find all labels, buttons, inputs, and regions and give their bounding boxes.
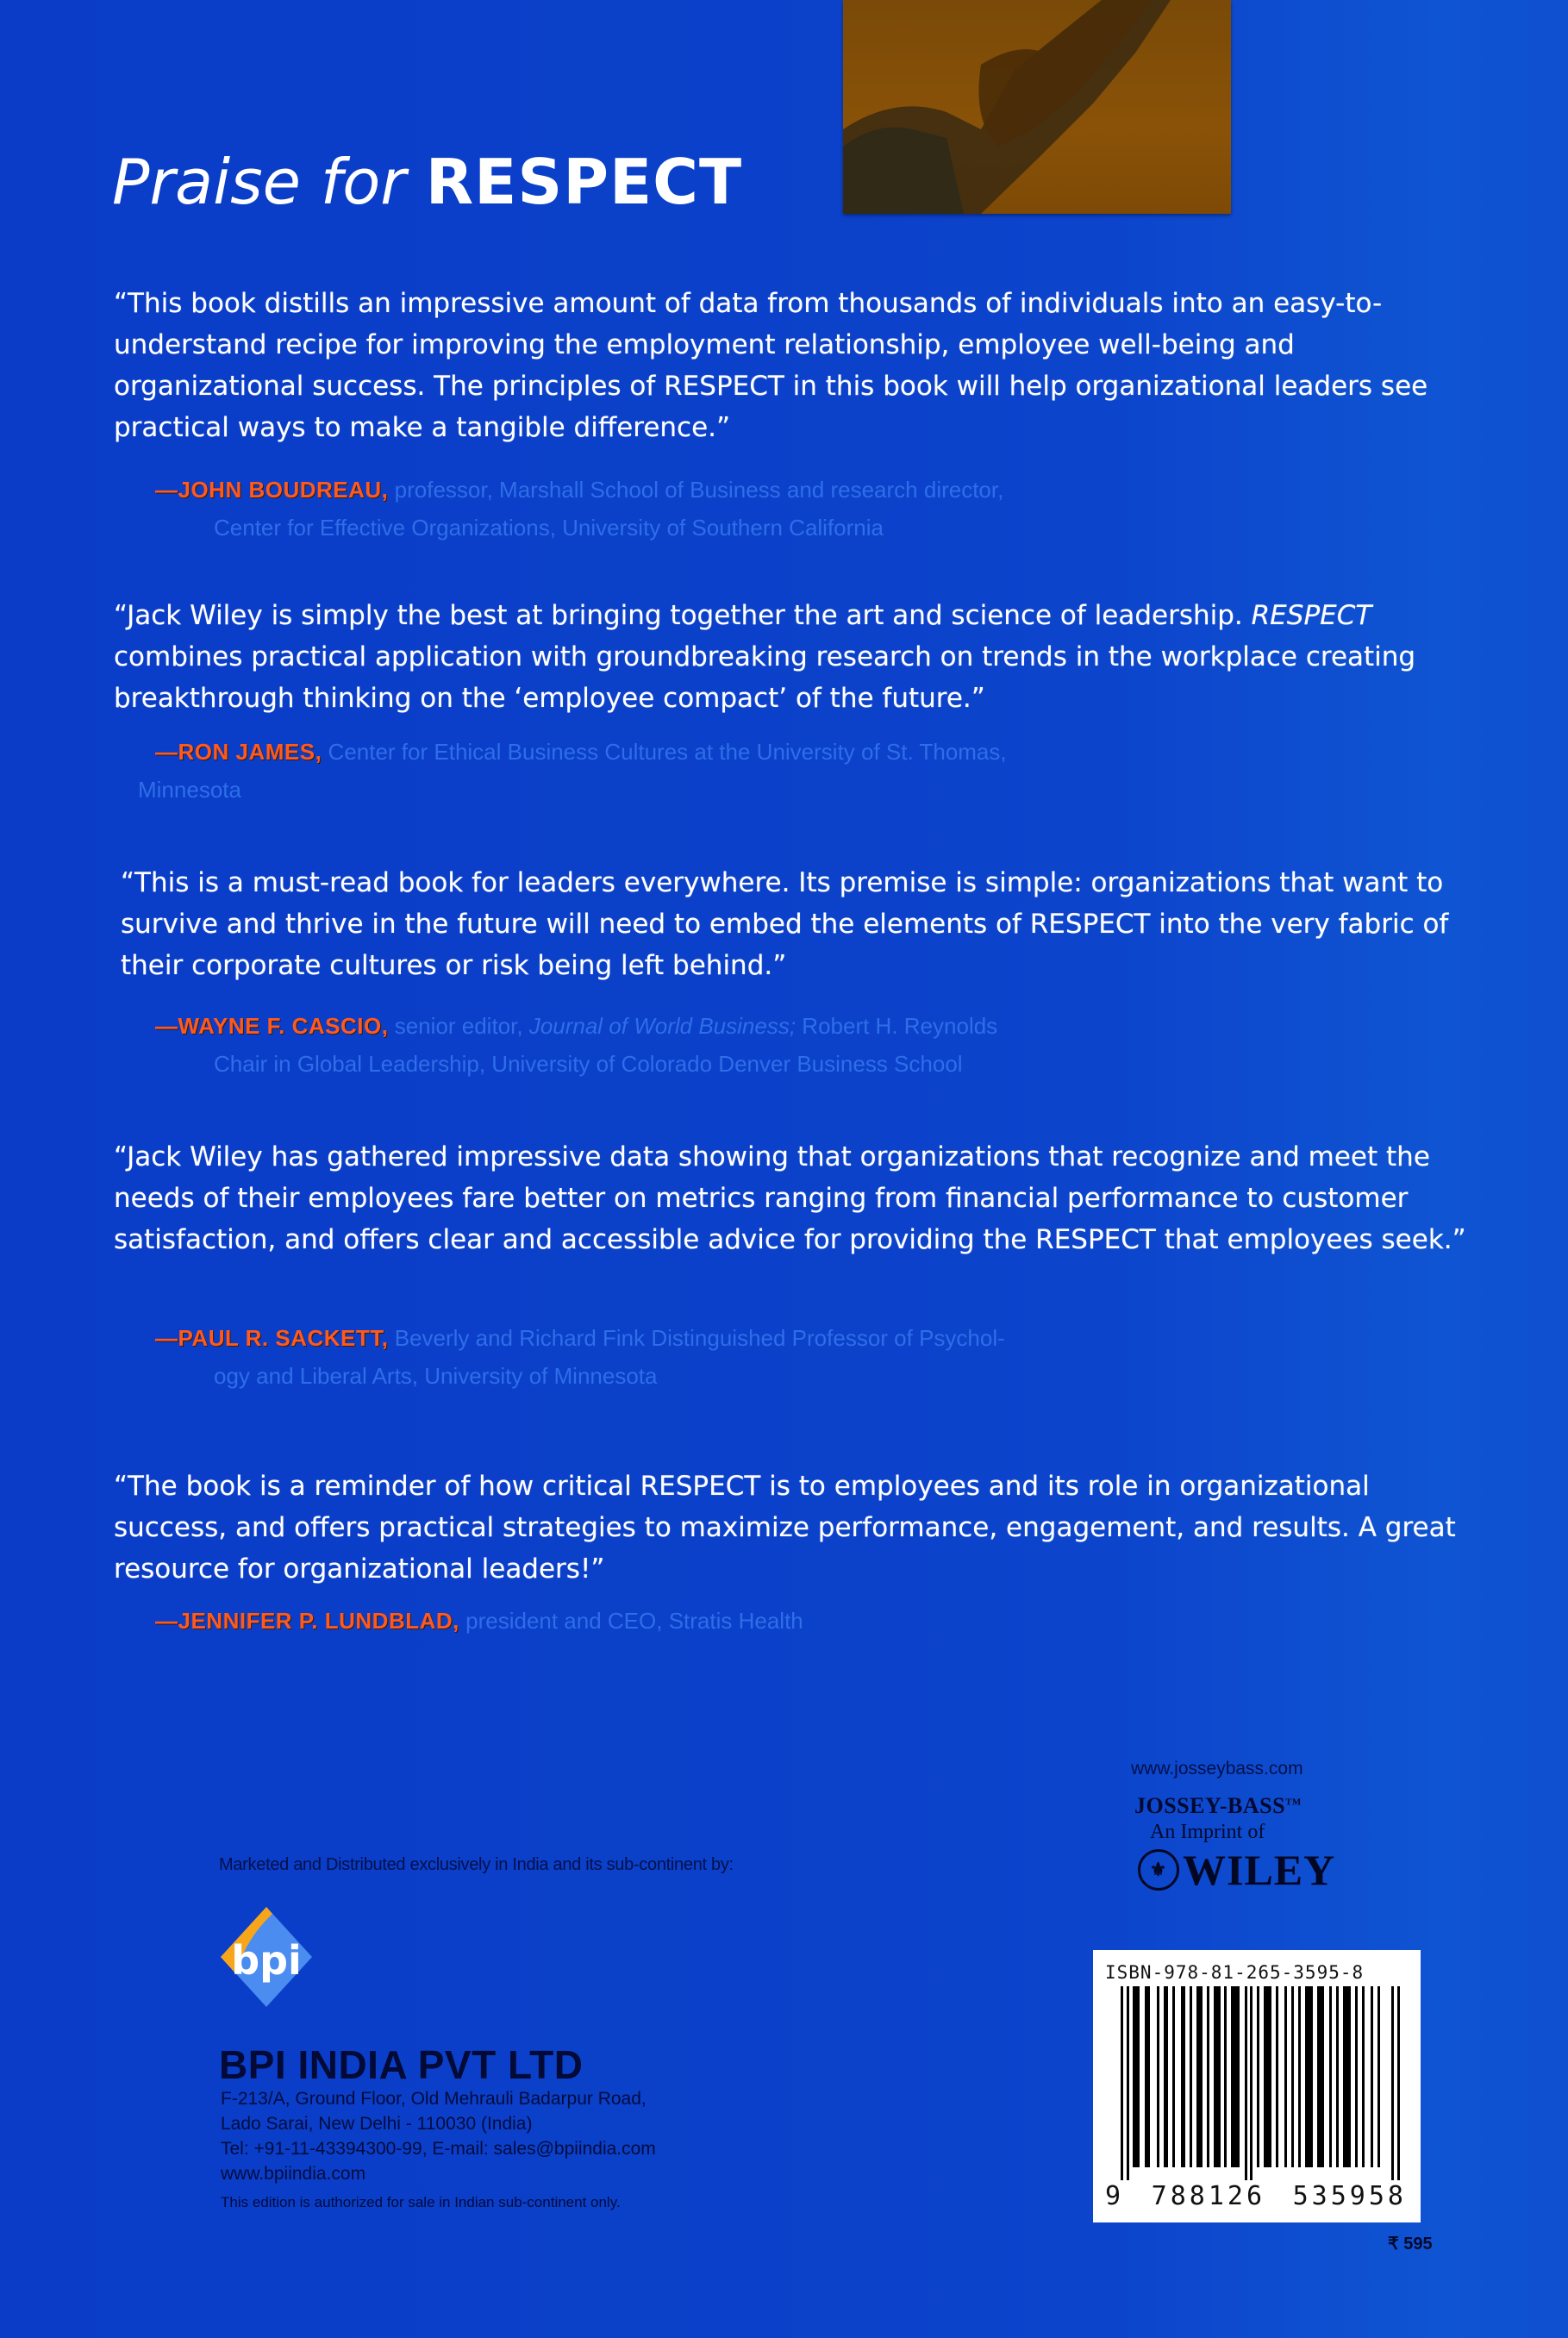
page-title [112,145,742,219]
praise-quote [114,595,1467,719]
bpi-diamond-icon [219,1905,314,2009]
quote-text: “Jack Wiley has gathered impressive data showing that organizations that recognize and meet the needs of their employees fare better on metrics ranging from financial performance to customer satisfaction, and offers clear and accessible advice for providing the RESPECT that employees seek.” [114,1141,1466,1255]
imprint-line: An Imprint of [1150,1821,1265,1843]
svg-text:bpi: bpi [231,1937,302,1984]
isbn-barcode [1093,1950,1421,2222]
distributor-address [221,2086,656,2215]
endorser-role: president and CEO, Stratis Health [465,1608,803,1634]
quote-text: “This is a must-read book for leaders everywhere. Its premise is simple: organizations that want to survive and thrive in the future will need to embed the elements of RESPECT into the very fabric of their corporate cultures or risk being left behind.” [121,867,1449,981]
wiley-seal-icon: ⚜ [1138,1849,1179,1891]
quote-text-part: combines practical application with groundbreaking research on trends in the workplace creating breakthrough thinking on the ‘employee compact’ of the future.” [114,641,1416,714]
publisher-name [1134,1793,1302,1819]
barcode-digit-group: 788126 [1151,2181,1266,2211]
address-line: F-213/A, Ground Floor, Old Mehrauli Badarpur Road, [221,2089,647,2109]
endorser-name: —WAYNE F. CASCIO, [155,1013,389,1039]
quote-text: “The book is a reminder of how critical RESPECT is to employees and its role in organizational success, and offers practical strategies to maximize performance, engagement, and results. A great resource for organizational leaders!” [114,1471,1456,1585]
quote-text [114,595,1467,719]
wiley-logo [1138,1845,1335,1895]
quote-attribution [155,1602,1465,1640]
endorser-name: —PAUL R. SACKETT, [155,1325,389,1351]
quote-text-part: “Jack Wiley is simply the best at bringing together the art and science of leadership. [114,600,1243,631]
praise-quote [114,1136,1467,1260]
quote-italic-title: RESPECT [1251,600,1372,631]
quote-attribution [155,471,1465,547]
role-part: Robert H. Reynolds [802,1013,998,1039]
quote-text: “This book distills an impressive amount of data from thousands of individuals into an easy-to-understand recipe for improving the employment relationship, employee well-being and organizational success. The principles of RESPECT in this book will help organizational leaders see practical ways to make a tangible difference.” [114,288,1428,443]
handshake-photo [843,0,1231,214]
endorser-role: Beverly and Richard Fink Distinguished Professor of Psychol- [394,1325,1005,1351]
praise-quote [114,1466,1467,1590]
endorser-role-cont: Center for Effective Organizations, University of Southern California [214,515,884,541]
quote-attribution [138,733,1465,809]
endorser-role: Center for Ethical Business Cultures at the University of St. Thomas, [328,739,1007,765]
publisher-name-text: JOSSEY-BASS [1134,1793,1286,1818]
distributor-website: www.bpiindia.com [221,2164,366,2184]
price-label: ₹ 595 [1388,2235,1433,2254]
endorser-name: —RON JAMES, [155,739,322,765]
endorser-role: professor, Marshall School of Business and research director, [394,477,1004,503]
barcode-digit-lead: 9 [1105,2181,1125,2211]
endorser-role [395,1013,997,1039]
role-part: senior editor, [394,1013,523,1039]
bpi-logo [219,1905,314,2009]
publisher-website: www.josseybass.com [1131,1759,1303,1779]
praise-quote [121,862,1474,986]
contact-line: Tel: +91-11-43394300-99, E-mail: sales@bpiindia.com [221,2139,656,2159]
endorser-role-cont: ogy and Liberal Arts, University of Minnesota [214,1363,658,1389]
endorser-name: —JENNIFER P. LUNDBLAD, [155,1608,459,1634]
barcode-digits [1105,2181,1407,2211]
quote-attribution [155,1007,1465,1083]
handshake-image-icon [843,0,1231,214]
distribution-notice: Marketed and Distributed exclusively in India and its sub-continent by: [219,1855,734,1874]
trademark-mark: TM [1285,1797,1302,1808]
title-bold: RESPECT [425,146,743,218]
authorization-notice: This edition is authorized for sale in Indian sub-continent only. [221,2194,621,2210]
endorser-name: —JOHN BOUDREAU, [155,477,389,503]
quote-attribution [155,1319,1465,1395]
wiley-wordmark: WILEY [1183,1846,1336,1894]
barcode-bars-icon [1119,1986,1403,2180]
journal-title: Journal of World Business; [528,1013,796,1039]
address-line: Lado Sarai, New Delhi - 110030 (India) [221,2114,533,2134]
isbn-text: ISBN-978-81-265-3595-8 [1105,1962,1365,1983]
distributor-name: BPI INDIA PVT LTD [219,2042,584,2087]
praise-quote [114,283,1467,448]
endorser-role-cont: Chair in Global Leadership, University of Colorado Denver Business School [214,1051,963,1077]
barcode-digit-group: 535958 [1292,2181,1407,2211]
endorser-role-cont: Minnesota [138,777,241,803]
title-italic: Praise for [112,146,406,218]
